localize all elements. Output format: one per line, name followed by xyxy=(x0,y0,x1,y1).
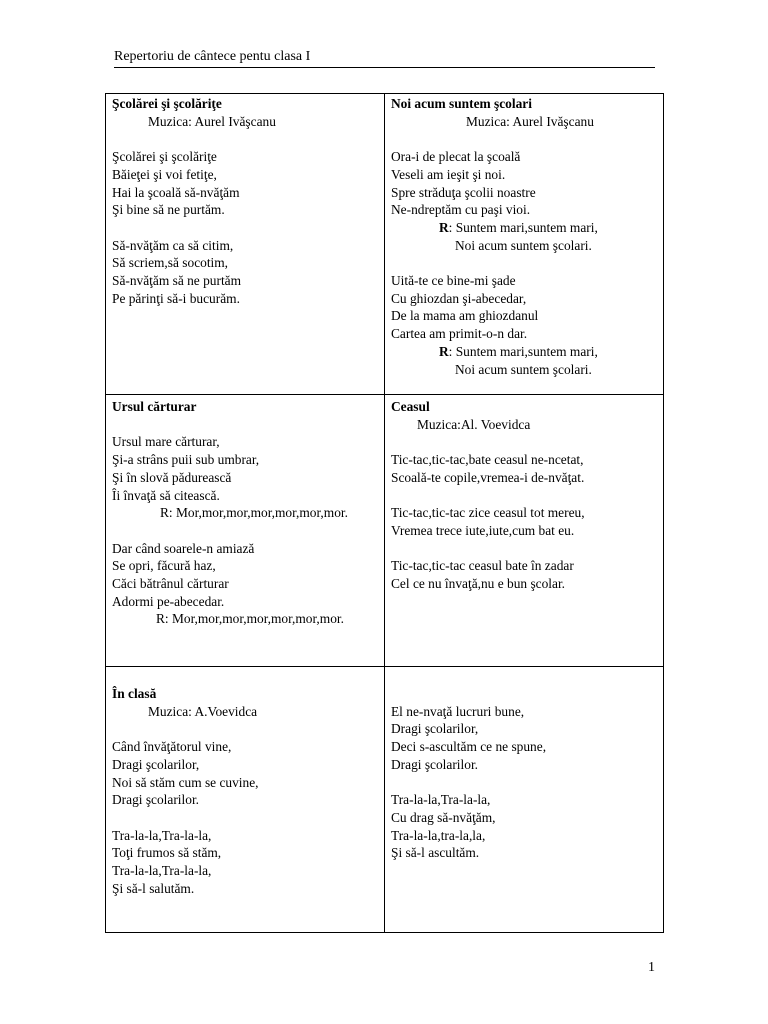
refrain-line xyxy=(391,343,659,361)
lyric-line: Toţi frumos să stăm, xyxy=(112,845,222,861)
song-composer: Muzica: Aurel Ivăşcanu xyxy=(466,113,594,129)
stanza xyxy=(112,738,380,809)
lyric-line: Vremea trece iute,iute,cum bat eu. xyxy=(391,522,575,538)
lyric-line: Dragi şcolarilor, xyxy=(112,756,200,772)
refrain-line: Noi acum suntem şcolari. xyxy=(455,237,592,253)
lyric-line: Ora-i de plecat la şcoală xyxy=(391,149,521,165)
song-cell-ursul xyxy=(106,395,385,667)
stanza xyxy=(391,557,659,592)
lyric-line: Tra-la-la,tra-la,la, xyxy=(391,827,486,843)
lyric-line: Şi bine să ne purtăm. xyxy=(112,202,225,218)
song-composer: Muzica: Aurel Ivăşcanu xyxy=(148,113,276,129)
lyric-line: Să-nvăţăm să ne purtăm xyxy=(112,273,242,288)
spacer xyxy=(391,685,659,703)
lyric-line: El ne-nvaţă lucruri bune, xyxy=(391,703,525,719)
stanza xyxy=(112,148,380,219)
lyric-line: Când învăţătorul vine, xyxy=(112,739,232,755)
lyric-line: Şi-a strâns puii sub umbrar, xyxy=(112,452,260,468)
lyric-line: Dragi şcolarilor. xyxy=(391,756,479,772)
stanza xyxy=(112,540,380,629)
lyric-line: Îi învaţă să citească. xyxy=(112,487,220,503)
lyric-line: Cu ghiozdan şi-abecedar, xyxy=(391,290,527,306)
stanza xyxy=(391,791,659,862)
lyric-line: Ne-ndreptăm cu paşi vioi. xyxy=(391,202,531,218)
song-cell-in-clasa xyxy=(106,667,385,933)
song-composer: Muzica: A.Voevidca xyxy=(148,703,258,719)
lyric-line: Dar când soarele-n amiază xyxy=(112,540,255,556)
stanza xyxy=(112,433,380,522)
lyric-line: Cartea am primit-o-n dar. xyxy=(391,326,528,342)
lyric-line: Ursul mare cărturar, xyxy=(112,434,220,450)
table-row xyxy=(106,94,664,395)
refrain-line xyxy=(391,219,659,237)
lyric-line: Să scriem,să socotim, xyxy=(112,255,229,271)
stanza xyxy=(112,237,380,308)
lyric-line: Cu drag să-nvăţăm, xyxy=(391,809,496,825)
lyric-line: Tic-tac,tic-tac ceasul bate în zadar xyxy=(391,558,574,574)
song-cell-noi-acum xyxy=(385,94,664,395)
lyric-line: Tra-la-la,Tra-la-la, xyxy=(112,827,212,843)
refrain-line: Noi acum suntem şcolari. xyxy=(455,361,592,377)
lyric-line: Pe părinţi să-i bucurăm. xyxy=(112,290,240,306)
refrain-mark: R xyxy=(439,343,449,359)
stanza xyxy=(391,451,659,486)
page-header: Repertoriu de cântece pentu clasa I xyxy=(114,48,655,68)
stanza xyxy=(391,703,659,774)
table-row xyxy=(106,395,664,667)
lyric-line: Dragi şcolarilor, xyxy=(391,721,479,737)
song-cell-scolarei xyxy=(106,94,385,395)
stanza xyxy=(391,272,659,378)
table-row xyxy=(106,667,664,933)
refrain-text: : Suntem mari,suntem mari, xyxy=(448,219,598,235)
lyric-line: Spre străduţa şcolii noastre xyxy=(391,184,536,200)
song-composer: Muzica:Al. Voevidca xyxy=(417,416,531,432)
lyric-line: Tic-tac,tic-tac zice ceasul tot mereu, xyxy=(391,505,585,521)
song-cell-in-clasa-cont xyxy=(385,667,664,933)
lyric-line: Cel ce nu învaţă,nu e bun şcolar. xyxy=(391,575,566,591)
song-title: Şcolărei şi şcolăriţe xyxy=(112,96,222,111)
lyric-line: Hai la şcoală să-nvăţăm xyxy=(112,184,240,200)
lyric-line: Şi să-l ascultăm. xyxy=(391,845,480,861)
lyric-line: Noi să stăm cum se cuvine, xyxy=(112,774,259,790)
song-title: În clasă xyxy=(112,686,157,701)
stanza xyxy=(391,148,659,254)
songs-table xyxy=(105,93,664,933)
lyric-line: Băieţei şi voi fetiţe, xyxy=(112,166,217,182)
lyric-line: Scoală-te copile,vremea-i de-nvăţat. xyxy=(391,469,585,485)
song-title: Noi acum suntem şcolari xyxy=(391,96,532,111)
lyric-line: Veseli am ieşit şi noi. xyxy=(391,166,506,182)
lyric-line: Uită-te ce bine-mi şade xyxy=(391,273,516,288)
page-number: 1 xyxy=(648,960,655,975)
lyric-line: Să-nvăţăm ca să citim, xyxy=(112,237,234,253)
stanza xyxy=(391,504,659,539)
lyric-line: De la mama am ghiozdanul xyxy=(391,308,539,324)
lyric-line: Şcolărei şi şcolăriţe xyxy=(112,149,217,165)
stanza xyxy=(112,827,380,898)
song-title: Ceasul xyxy=(391,399,430,414)
lyric-line: Adormi pe-abecedar. xyxy=(112,593,225,609)
lyric-line: Şi în slovă pădurească xyxy=(112,469,232,485)
lyric-line: Se opri, făcură haz, xyxy=(112,558,216,574)
refrain-mark: R xyxy=(439,219,449,235)
refrain-line: R: Mor,mor,mor,mor,mor,mor,mor. xyxy=(156,611,344,627)
song-cell-ceasul xyxy=(385,395,664,667)
lyric-line: Deci s-ascultăm ce ne spune, xyxy=(391,739,547,755)
lyric-line: Tra-la-la,Tra-la-la, xyxy=(391,792,491,808)
refrain-line: R: Mor,mor,mor,mor,mor,mor,mor. xyxy=(160,505,348,521)
lyric-line: Dragi şcolarilor. xyxy=(112,792,200,808)
lyric-line: Tic-tac,tic-tac,bate ceasul ne-ncetat, xyxy=(391,452,584,468)
lyric-line: Căci bătrânul cărturar xyxy=(112,576,229,591)
lyric-line: Şi să-l salutăm. xyxy=(112,880,195,896)
song-title: Ursul cărturar xyxy=(112,399,197,414)
lyric-line: Tra-la-la,Tra-la-la, xyxy=(112,863,212,878)
refrain-text: : Suntem mari,suntem mari, xyxy=(448,343,598,359)
